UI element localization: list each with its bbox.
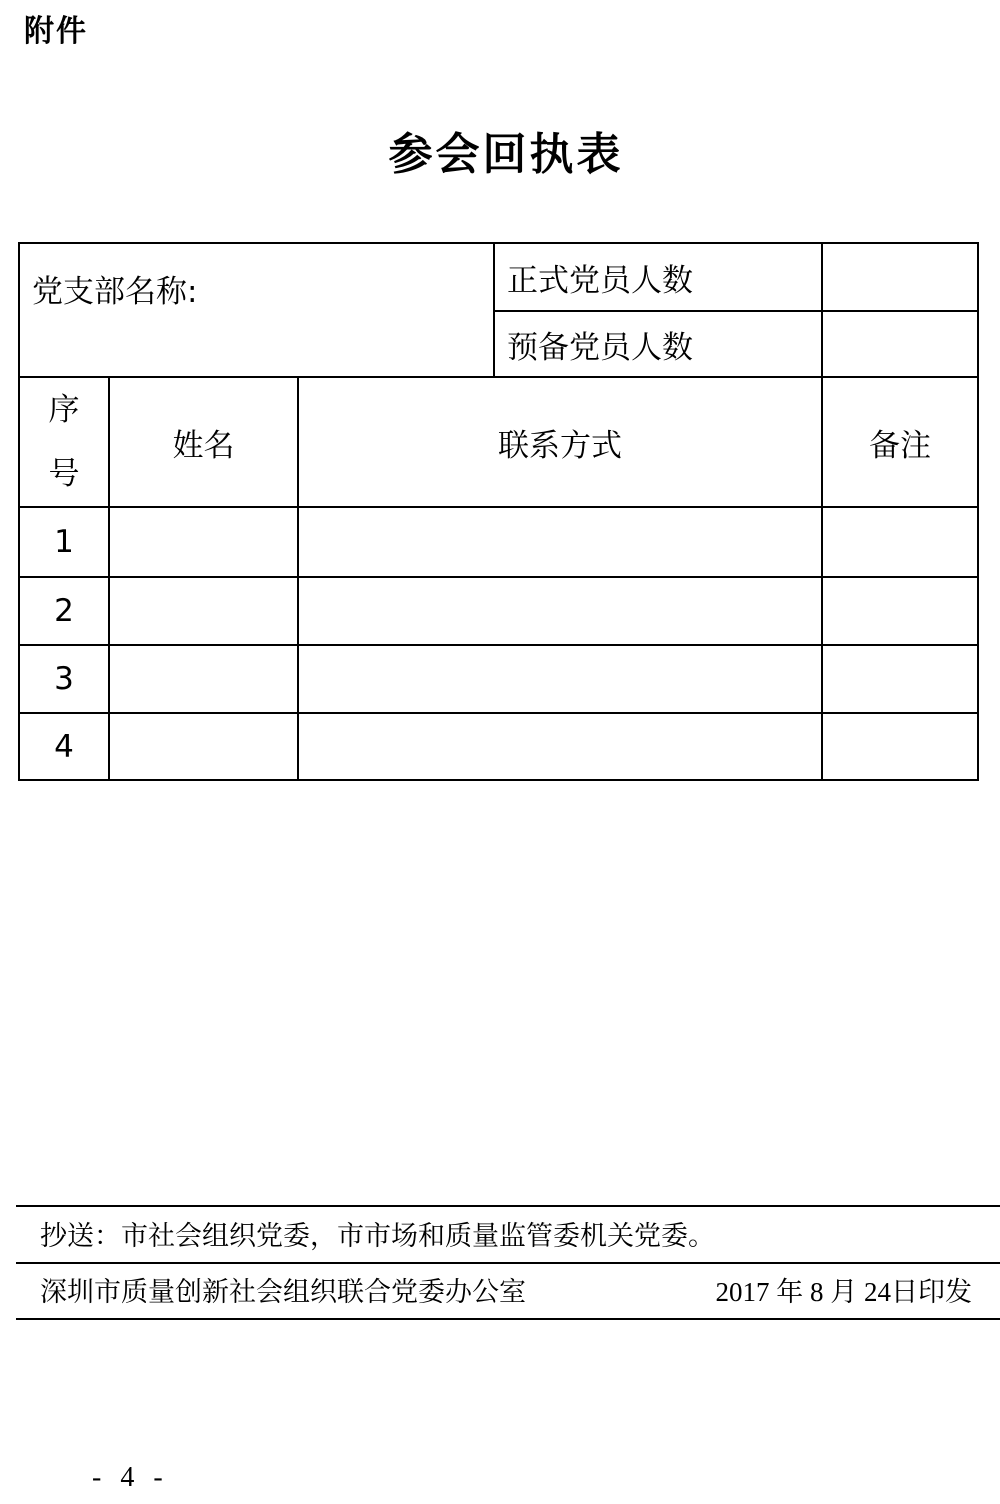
reply-form-table [18,242,979,781]
footer-middle-rule [16,1262,1000,1264]
formal-members-field[interactable] [822,243,978,311]
attachment-label: 附件 [24,14,88,49]
table-row [19,713,978,780]
footer-bottom-rule [16,1318,1000,1320]
table-row [19,577,978,645]
row-seq: 2 [19,577,109,645]
date-month: 8 [810,1277,824,1307]
row-remark-field[interactable] [822,577,978,645]
row-remark-field[interactable] [822,507,978,577]
row-name-field[interactable] [109,645,298,713]
form-title: 参会回执表 [388,129,624,180]
probationary-members-field[interactable] [822,311,978,377]
row-contact-field[interactable] [298,645,822,713]
date-year-unit: 年 [776,1277,804,1308]
probationary-members-label: 预备党员人数 [494,311,822,377]
issuer-name: 深圳市质量创新社会组织联合党委办公室 [40,1277,526,1308]
column-header-seq [19,377,109,507]
date-month-unit: 月 [830,1277,858,1308]
cc-line: 抄送：市社会组织党委，市市场和质量监管委机关党委。 [40,1221,715,1252]
row-contact-field[interactable] [298,507,822,577]
row-remark-field[interactable] [822,645,978,713]
row-remark-field[interactable] [822,713,978,780]
date-year: 2017 [715,1277,770,1307]
row-name-field[interactable] [109,577,298,645]
branch-name-cell[interactable] [19,243,494,377]
row-seq: 3 [19,645,109,713]
date-suffix: 日印发 [891,1277,972,1308]
column-header-name: 姓名 [109,377,298,507]
formal-members-label: 正式党员人数 [494,243,822,311]
issue-date [716,1270,973,1309]
date-day: 24 [864,1277,891,1307]
row-seq: 1 [19,507,109,577]
branch-name-label: 党支部名称: [32,274,198,310]
column-header-remark: 备注 [822,377,978,507]
footer-top-rule [16,1205,1000,1207]
seq-header-line2: 号 [48,456,80,492]
row-contact-field[interactable] [298,713,822,780]
row-name-field[interactable] [109,507,298,577]
table-row [19,645,978,713]
row-name-field[interactable] [109,713,298,780]
seq-header-line1: 序 [48,392,80,428]
column-header-contact: 联系方式 [298,377,822,507]
row-seq: 4 [19,713,109,780]
table-row [19,507,978,577]
page-number: - 4 - [92,1462,169,1493]
row-contact-field[interactable] [298,577,822,645]
